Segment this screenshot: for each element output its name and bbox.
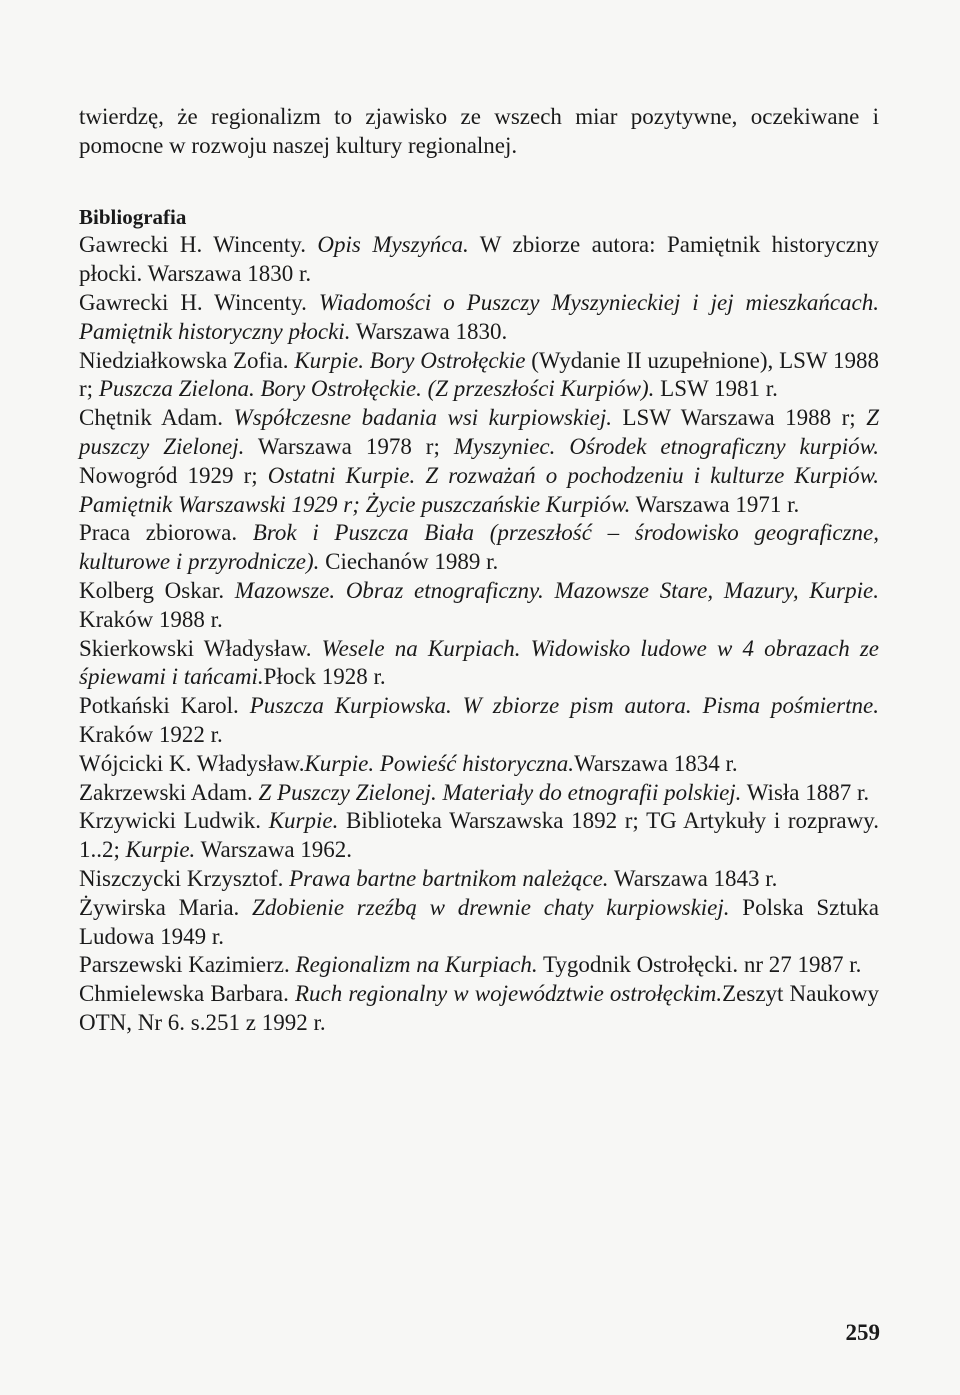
entry-title-italic: Opis Myszyńca. [317,232,469,258]
entry-text: Wójcicki K. Władysław. [79,750,305,776]
bibliography-heading: Bibliografia [79,204,187,229]
bibliography-entry [79,231,879,289]
entry-title-italic: Z Puszczy Zielonej. Materiały do etnografii polskiej. [258,779,742,805]
entry-title-italic: Wiadomości o Puszczy Myszynieckiej i jej mieszkańcach. Pamiętnik historyczny płocki. [79,289,879,344]
bibliography-entry [79,980,879,1038]
entry-text: LSW 1981 r. [654,376,778,402]
bibliography-entry [79,865,879,894]
text-block [79,103,879,1038]
entry-text: Gawrecki H. Wincenty. [79,289,319,315]
entry-text: Parszewski Kazimierz. [79,952,296,978]
entry-title-italic: Myszyniec. Ośrodek etnograficzny kurpiów. [453,433,879,459]
entry-text: Warszawa 1962. [195,837,353,863]
bibliography-entry [79,519,879,577]
entry-text: Niedziałkowska Zofia. [79,347,295,373]
entry-text: Warszawa 1834 r. [574,750,738,776]
entry-text: Niszczycki Krzysztof. [79,865,290,891]
entry-title-italic: Ruch regionalny w województwie ostrołęckim. [294,981,723,1007]
entry-text: Polska Sztuka Ludowa 1949 r. [79,894,879,949]
entry-text: Ciechanów 1989 r. [319,549,499,575]
intro-paragraph: twierdzę, że regionalizm to zjawisko ze wszech miar pozytywne, oczekiwane i pomocne w rozwoju naszej kultury regionalnej. [79,104,879,158]
bibliography-entry [79,951,879,980]
entry-text: Kraków 1988 r. [79,606,223,632]
bibliography-entry [79,779,879,808]
entry-title-italic: Zdobienie rzeźbą w drewnie chaty kurpiowskiej. [252,894,730,920]
entry-title-italic: Wesele na Kurpiach. Widowisko ludowe w 4 obrazach ze śpiewami i tańcami. [79,635,880,690]
entry-title-italic: Regionalizm na Kurpiach. [295,952,538,978]
entry-text: Chmielewska Barbara. [79,981,295,1007]
entry-title-italic: Z puszczy Zielonej. [79,405,879,459]
bibliography-entry [79,692,879,750]
entry-text: Zeszyt Naukowy OTN, Nr 6. s.251 z 1992 r. [79,981,879,1035]
entry-title-italic: Kurpie. Powieść historyczna. [304,750,575,776]
entry-title-italic: Prawa bartne bartnikom należące. [289,865,609,891]
entry-text: Praca zbiorowa. [79,520,253,546]
entry-text: Warszawa 1830. [350,318,508,344]
entry-text: Skierkowski Władysław. [79,635,322,661]
entry-text: W zbiorze autora: Pamiętnik historyczny płocki. Warszawa 1830 r. [79,232,879,287]
bibliography-entry [79,807,879,865]
entry-text: Warszawa 1971 r. [630,491,800,517]
entry-text: Kraków 1922 r. [79,721,223,747]
entry-text: Zakrzewski Adam. [79,779,259,805]
entry-title-italic: Mazowsze. Obraz etnograficzny. Mazowsze Stare, Mazury, Kurpie. [234,577,879,603]
bibliography-entry [79,894,879,952]
entry-text: Krzywicki Ludwik. [79,808,269,834]
entry-title-italic: Puszcza Zielona. Bory Ostrołęckie. (Z przeszłości Kurpiów). [98,376,655,402]
entry-text: Biblioteka Warszawska 1892 r; TG Artykuły i rozprawy. 1..2; [79,808,879,863]
entry-text: LSW Warszawa 1988 r; [611,405,867,431]
entry-title-italic: Ostatni Kurpie. Z rozważań o pochodzeniu i kulturze Kurpiów. Pamiętnik Warszawski 1929 r; Życie puszczańskie Kurpiów. [79,462,879,517]
bibliography-entry [79,347,879,405]
page-number: 259 [845,1320,880,1345]
entry-text: Wisła 1887 r. [741,779,870,805]
bibliography-entry [79,404,879,519]
entry-text: Potkański Karol. [79,693,250,719]
bibliography-entry [79,635,879,693]
entry-text: Chętnik Adam. [79,405,234,431]
entry-text: Płock 1928 r. [263,664,386,690]
bibliography-entry [79,289,879,347]
entry-text: Kolberg Oskar. [79,577,235,603]
entry-title-italic: Kurpie. [125,837,196,863]
entry-title-italic: Kurpie. Bory Ostrołęckie [294,347,526,373]
bibliography-entry [79,750,879,779]
entry-text: Nowogród 1929 r; [79,462,268,488]
entry-text: Warszawa 1978 r; [244,433,454,459]
entry-title-italic: Kurpie. [268,808,339,834]
bibliography-entry [79,577,879,635]
bibliography-list [79,231,879,1037]
entry-text: (Wydanie II uzupełnione), LSW 1988 r; [79,347,880,402]
entry-text: Gawrecki H. Wincenty. [79,232,318,258]
entry-text: Warszawa 1843 r. [608,865,778,891]
entry-text: Żywirska Maria. [79,894,253,920]
entry-title-italic: Współczesne badania wsi kurpiowskiej. [233,405,612,431]
entry-title-italic: Brok i Puszcza Biała (przeszłość – środowisko geograficzne, kulturowe i przyrodnicze). [79,520,879,575]
entry-text: Tygodnik Ostrołęcki. nr 27 1987 r. [537,952,862,978]
entry-title-italic: Puszcza Kurpiowska. W zbiorze pism autora. Pisma pośmiertne. [249,693,879,719]
